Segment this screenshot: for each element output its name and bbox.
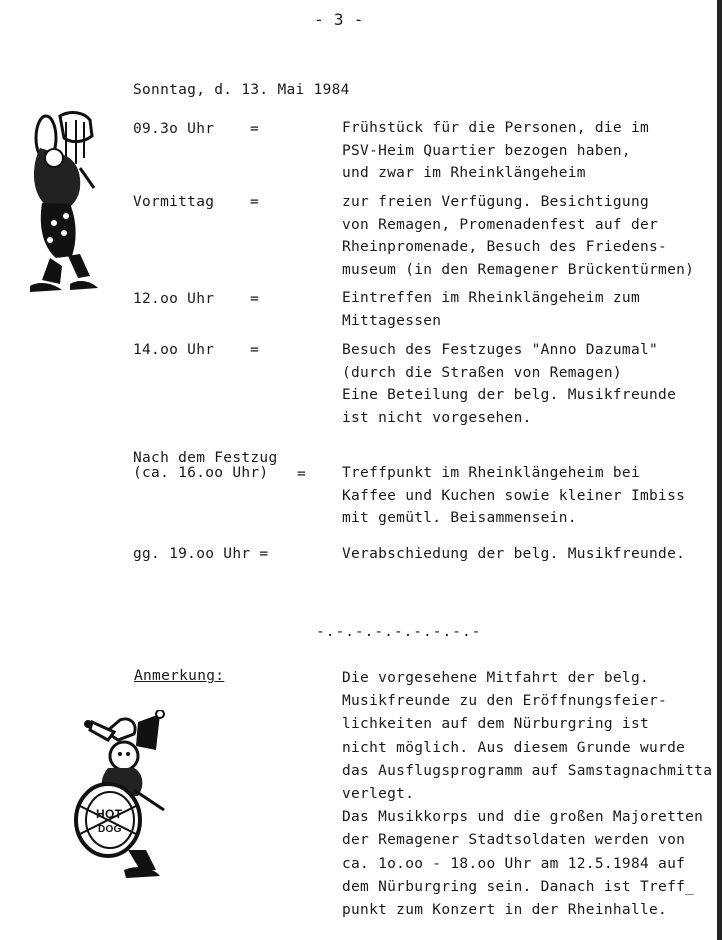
tuba-player-figure-icon bbox=[20, 108, 100, 298]
page-heading: Sonntag, d. 13. Mai 1984 bbox=[133, 82, 350, 98]
remark-label: Anmerkung: bbox=[134, 668, 225, 684]
equals-sign: = bbox=[250, 342, 260, 358]
schedule-time: 09.3o Uhr bbox=[133, 121, 215, 137]
equals-sign: = bbox=[297, 466, 307, 482]
page-edge-shadow bbox=[717, 0, 722, 940]
schedule-description: zur freien Verfügung. Besichtigung von Remagen, Promenadenfest auf der Rheinpromenade, Besuch des Friedens- museum (in den Remagener Brückentürmen) bbox=[342, 194, 695, 278]
schedule-time: Nach dem Festzug (ca. 16.oo Uhr) bbox=[133, 450, 278, 481]
schedule-description: Treffpunkt im Rheinklängeheim bei Kaffee und Kuchen sowie kleiner Imbiss mit gemütl. Beisammensein. bbox=[342, 465, 686, 526]
equals-sign: = bbox=[250, 291, 260, 307]
schedule-description: Verabschiedung der belg. Musikfreunde. bbox=[342, 546, 686, 562]
drum-text-bottom: DOG bbox=[98, 824, 122, 835]
remark-text: Die vorgesehene Mitfahrt der belg. Musikfreunde zu den Eröffnungsfeier- lichkeiten auf dem Nürburgring ist nicht möglich. Aus diesem Grunde wurde das Ausflugsprogramm auf Samstagnachmitta verlegt. Das Musikkorps und die großen Majoretten der Remagener Stadtsoldaten werden von ca. 1o.oo - 18.oo Uhr am 12.5.1984 auf dem Nürburgring sein. Danach ist Treff_ punkt zum Konzert in der Rheinhalle. bbox=[342, 670, 713, 919]
drum-text-top: HOT bbox=[96, 807, 123, 821]
equals-sign: = bbox=[250, 121, 260, 137]
schedule-time: gg. 19.oo Uhr = bbox=[133, 546, 269, 562]
schedule-description: Frühstück für die Personen, die im PSV-Heim Quartier bezogen haben, und zwar im Rheinklängeheim bbox=[342, 120, 650, 181]
schedule-time: 14.oo Uhr bbox=[133, 342, 215, 358]
schedule-time: Vormittag bbox=[133, 194, 215, 210]
section-separator: -.-.-.-.-.-.-.-.- bbox=[316, 624, 482, 640]
page-number: - 3 - bbox=[314, 10, 364, 29]
schedule-description: Eintreffen im Rheinklängeheim zum Mittagessen bbox=[342, 290, 640, 329]
schedule-time: 12.oo Uhr bbox=[133, 291, 215, 307]
schedule-description: Besuch des Festzuges "Anno Dazumal" (durch die Straßen von Remagen) Eine Beteilung der belg. Musikfreunde ist nicht vorgesehen. bbox=[342, 342, 677, 426]
drummer-hot-dog-figure-icon bbox=[68, 710, 178, 890]
equals-sign: = bbox=[250, 194, 260, 210]
